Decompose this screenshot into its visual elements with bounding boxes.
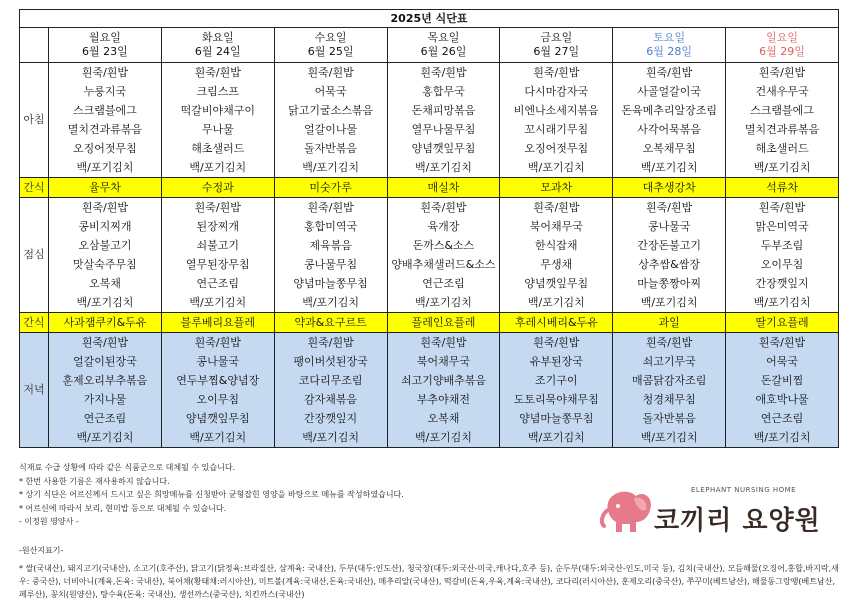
menu-item: 북어채무국 bbox=[529, 220, 583, 233]
day-date: 6월 27일 bbox=[533, 45, 580, 58]
menu-item: 조기구이 bbox=[535, 374, 578, 387]
snack-item: 블루베리요플레 bbox=[161, 313, 274, 333]
snack-item: 모과차 bbox=[500, 178, 613, 198]
menu-item: 연근조림 bbox=[196, 277, 240, 290]
day-date: 6월 29일 bbox=[759, 45, 805, 58]
menu-item: 연근조림 bbox=[422, 277, 465, 290]
menu-item: 백/포기김치 bbox=[415, 161, 472, 174]
menu-item: 쇠고기양배추볶음 bbox=[400, 374, 486, 387]
menu-item: 어묵국 bbox=[766, 355, 798, 368]
breakfast-cell bbox=[387, 63, 500, 178]
menu-item: 돌자반볶음 bbox=[304, 142, 358, 155]
menu-item: 열무나물무침 bbox=[411, 123, 476, 136]
menu-item: 흰죽/흰밥 bbox=[81, 201, 129, 214]
menu-item: 사골얼갈이국 bbox=[637, 85, 702, 98]
menu-item: 떡갈비야채구이 bbox=[180, 104, 255, 117]
snack-item: 미숫가루 bbox=[274, 178, 387, 198]
day-name: 화요일 bbox=[201, 31, 234, 44]
menu-item: 해초샐러드 bbox=[191, 142, 245, 155]
menu-item: 감자채볶음 bbox=[304, 393, 358, 406]
menu-item: 제육볶음 bbox=[309, 239, 352, 252]
menu-item: 매콤닭감자조림 bbox=[631, 374, 707, 387]
lunch-cell bbox=[274, 198, 387, 313]
menu-item: 흰죽/흰밥 bbox=[533, 201, 580, 214]
meal-label-snack-morning: 간식 bbox=[20, 178, 49, 198]
menu-item: 흰죽/흰밥 bbox=[533, 336, 580, 349]
snack-item: 수정과 bbox=[161, 178, 274, 198]
note-line: * 어르신에 따라서 보리, 현미밥 등으로 대체될 수 있습니다. bbox=[19, 503, 227, 513]
snack-item: 과일 bbox=[613, 313, 726, 333]
dinner-cell bbox=[726, 333, 839, 448]
menu-item: 육개장 bbox=[427, 220, 460, 233]
menu-item: 돈육메추리알장조림 bbox=[621, 104, 717, 117]
snack-item: 후레시베리&두유 bbox=[500, 313, 613, 333]
menu-item: 오복채 bbox=[88, 277, 121, 290]
snack-item: 대추생강차 bbox=[613, 178, 726, 198]
menu-item: 상추쌈&쌈장 bbox=[638, 258, 700, 271]
meal-label-lunch: 점심 bbox=[20, 198, 49, 313]
menu-item: 백/포기김치 bbox=[753, 296, 811, 309]
menu-item: 연근조림 bbox=[760, 412, 804, 425]
menu-item: 돈갈비찜 bbox=[760, 374, 804, 387]
breakfast-cell bbox=[613, 63, 726, 178]
menu-item: 오이무침 bbox=[760, 258, 804, 271]
dinner-cell bbox=[274, 333, 387, 448]
origin-text: * 쌀(국내산), 돼지고기(국내산), 소고기(호주산), 닭고기(닭정육:브라질산, 삼계육: 국내산), 두부(대두:인도산), 청국장(대두:외국산-미국,캐나다,호주 등), 순두부(대두:외국산-인도,미국 등), 김치(국내산), 모듬해물(오징어,홍합,바지락,새우: 중국산), 너비아니(계육,돈육: 국내산), 북어채(황태채:러시아산), 미트볼(계육:국내산,돈육:국내산), 메추리알(국내산), 떡갈비(돈육,우육,계육:국내산), 코다리(러시아산), 훈제오리(중국산), 쭈꾸미(베트남산), 해물동그랑땡(베트남산,페루산), 꽁치(원양산), 탕수육(돈육: 국내산), 생선까스(중국산), 치킨까스(국내산) bbox=[19, 564, 839, 599]
menu-item: 다시마감자국 bbox=[524, 85, 589, 98]
menu-item: 흰죽/흰밥 bbox=[81, 66, 129, 79]
menu-item: 부추야채전 bbox=[416, 393, 471, 406]
day-header-7 bbox=[726, 28, 839, 63]
menu-item: 애호박나물 bbox=[755, 393, 809, 406]
breakfast-cell bbox=[500, 63, 613, 178]
origin-title: -원산지표기- bbox=[19, 546, 64, 555]
menu-item: 백/포기김치 bbox=[415, 431, 472, 444]
menu-item: 홍합미역국 bbox=[304, 220, 358, 233]
menu-item: 오복채 bbox=[427, 412, 460, 425]
day-name: 수요일 bbox=[314, 31, 347, 44]
menu-item: 연두부찜&양념장 bbox=[176, 374, 260, 387]
menu-item: 쇠불고기 bbox=[196, 239, 240, 252]
meal-label-snack-afternoon: 간식 bbox=[20, 313, 49, 333]
menu-item: 스크램블에그 bbox=[750, 104, 814, 117]
day-header-5 bbox=[500, 28, 613, 63]
menu-item: 콩나물국 bbox=[647, 220, 691, 233]
menu-item: 오삼불고기 bbox=[78, 239, 132, 252]
menu-item: 두부조림 bbox=[760, 239, 804, 252]
menu-item: 쇠고기무국 bbox=[642, 355, 696, 368]
lunch-cell bbox=[161, 198, 274, 313]
menu-item: 한식잡채 bbox=[535, 239, 578, 252]
menu-item: 간장돈불고기 bbox=[637, 239, 702, 252]
menu-item: 간장깻잎지 bbox=[304, 412, 358, 425]
menu-item: 된장찌개 bbox=[196, 220, 240, 233]
menu-item: 콩나물무침 bbox=[304, 258, 358, 271]
lunch-cell bbox=[49, 198, 162, 313]
lunch-cell bbox=[500, 198, 613, 313]
menu-item: 닭고기굴소스볶음 bbox=[288, 104, 374, 117]
menu-item: 양념마늘쫑무침 bbox=[519, 412, 594, 425]
menu-item: 북어채무국 bbox=[416, 355, 471, 368]
menu-item: 양념깻잎무침 bbox=[185, 412, 250, 425]
day-header-6 bbox=[613, 28, 726, 63]
menu-item: 맛살숙주무침 bbox=[73, 258, 137, 271]
day-date: 6월 25일 bbox=[307, 45, 354, 58]
breakfast-cell bbox=[161, 63, 274, 178]
menu-item: 백/포기김치 bbox=[189, 431, 247, 444]
menu-item: 스크램블에그 bbox=[73, 104, 137, 117]
menu-item: 건새우무국 bbox=[755, 85, 809, 98]
logo-english-text: ELEPHANT NURSING HOME bbox=[691, 486, 797, 494]
menu-item: 흰죽/흰밥 bbox=[758, 201, 806, 214]
dinner-cell bbox=[613, 333, 726, 448]
note-line: - 이정원 영양사 - bbox=[19, 517, 79, 526]
snack-item: 율무차 bbox=[49, 178, 162, 198]
note-line: * 상기 식단은 어르신께서 드시고 싶은 희망메뉴를 신청받아 균형잡힌 영양을 바탕으로 메뉴를 작성하였습니다. bbox=[19, 490, 404, 499]
menu-item: 백/포기김치 bbox=[753, 431, 811, 444]
menu-item: 얼갈이나물 bbox=[304, 123, 358, 136]
menu-item: 백/포기김치 bbox=[640, 161, 698, 174]
menu-item: 오징어젓무침 bbox=[524, 142, 589, 155]
menu-item: 흰죽/흰밥 bbox=[307, 201, 354, 214]
menu-item: 백/포기김치 bbox=[189, 296, 247, 309]
menu-item: 백/포기김치 bbox=[302, 296, 360, 309]
menu-item: 사각어묵볶음 bbox=[637, 123, 702, 136]
day-header-1 bbox=[49, 28, 162, 63]
day-name: 월요일 bbox=[88, 31, 121, 44]
menu-item: 코다리무조림 bbox=[298, 374, 363, 387]
day-date: 6월 28일 bbox=[646, 45, 693, 58]
day-header-3 bbox=[274, 28, 387, 63]
menu-item: 돈까스&소스 bbox=[412, 239, 475, 252]
menu-item: 누룽지국 bbox=[83, 85, 127, 98]
dinner-cell bbox=[161, 333, 274, 448]
menu-item: 흰죽/흰밥 bbox=[307, 66, 354, 79]
menu-item: 도토리묵야채무침 bbox=[513, 393, 599, 406]
lunch-cell bbox=[613, 198, 726, 313]
breakfast-cell bbox=[274, 63, 387, 178]
snack-item: 딸기요플레 bbox=[726, 313, 839, 333]
dinner-cell bbox=[387, 333, 500, 448]
dinner-cell bbox=[500, 333, 613, 448]
menu-item: 양념깻잎무침 bbox=[524, 277, 589, 290]
snack-item: 사과잼쿠키&두유 bbox=[49, 313, 162, 333]
menu-item: 무생채 bbox=[540, 258, 573, 271]
menu-item: 흰죽/흰밥 bbox=[646, 66, 693, 79]
menu-item: 돈채피망볶음 bbox=[411, 104, 476, 117]
note-line: * 한번 사용한 기름은 재사용하지 않습니다. bbox=[19, 476, 170, 486]
menu-item: 연근조림 bbox=[83, 412, 127, 425]
menu-item: 백/포기김치 bbox=[76, 161, 134, 174]
nursing-home-logo bbox=[596, 480, 844, 538]
menu-item: 해초샐러드 bbox=[755, 142, 809, 155]
menu-item: 돌자반볶음 bbox=[642, 412, 696, 425]
menu-item: 백/포기김치 bbox=[76, 431, 134, 444]
menu-item: 콩비지찌개 bbox=[78, 220, 132, 233]
menu-item: 백/포기김치 bbox=[527, 296, 585, 309]
menu-item: 간장깻잎지 bbox=[755, 277, 809, 290]
menu-item: 열무된장무침 bbox=[185, 258, 250, 271]
logo-korean-text: 코끼리 요양원 bbox=[654, 506, 821, 536]
menu-item: 흰죽/흰밥 bbox=[533, 66, 580, 79]
snack-item: 매실차 bbox=[387, 178, 500, 198]
menu-item: 꼬시래기무침 bbox=[524, 123, 589, 136]
menu-item: 콩나물국 bbox=[196, 355, 240, 368]
menu-item: 맑은미역국 bbox=[755, 220, 809, 233]
menu-item: 오징어젓무침 bbox=[73, 142, 137, 155]
menu-item: 오복채무침 bbox=[642, 142, 696, 155]
menu-item: 오이무침 bbox=[196, 393, 240, 406]
menu-item: 가지나물 bbox=[83, 393, 127, 406]
day-name: 금요일 bbox=[540, 31, 573, 44]
menu-item: 흰죽/흰밥 bbox=[81, 336, 129, 349]
day-header-2 bbox=[161, 28, 274, 63]
day-date: 6월 23일 bbox=[82, 45, 128, 58]
weekly-menu-table bbox=[19, 9, 839, 448]
menu-item: 백/포기김치 bbox=[527, 431, 585, 444]
breakfast-cell bbox=[726, 63, 839, 178]
menu-item: 백/포기김치 bbox=[76, 296, 134, 309]
menu-item: 양념마늘쫑무침 bbox=[293, 277, 368, 290]
lunch-cell bbox=[387, 198, 500, 313]
menu-item: 흰죽/흰밥 bbox=[646, 336, 693, 349]
page-title: 2025년 식단표 bbox=[20, 10, 839, 28]
menu-item: 무나물 bbox=[201, 123, 234, 136]
menu-item: 홍합무국 bbox=[422, 85, 465, 98]
menu-item: 흰죽/흰밥 bbox=[420, 201, 467, 214]
meal-label-breakfast: 아침 bbox=[20, 63, 49, 178]
menu-item: 흰죽/흰밥 bbox=[307, 336, 354, 349]
menu-item: 흰죽/흰밥 bbox=[758, 66, 806, 79]
day-date: 6월 24일 bbox=[194, 45, 241, 58]
menu-item: 팽이버섯된장국 bbox=[293, 355, 368, 368]
menu-item: 백/포기김치 bbox=[302, 431, 360, 444]
menu-item: 백/포기김치 bbox=[302, 161, 360, 174]
day-header-4 bbox=[387, 28, 500, 63]
breakfast-cell bbox=[49, 63, 162, 178]
menu-item: 얼갈이된장국 bbox=[73, 355, 137, 368]
menu-item: 양배추채샐러드&소스 bbox=[391, 258, 496, 271]
snack-item: 석류차 bbox=[726, 178, 839, 198]
corner-cell bbox=[20, 28, 49, 63]
day-name: 토요일 bbox=[653, 31, 686, 44]
day-name: 일요일 bbox=[766, 31, 798, 44]
menu-item: 백/포기김치 bbox=[640, 431, 698, 444]
menu-item: 크림스프 bbox=[196, 85, 240, 98]
elephant-icon bbox=[596, 480, 658, 538]
menu-item: 유부된장국 bbox=[529, 355, 583, 368]
menu-item: 멸치견과류볶음 bbox=[744, 123, 820, 136]
menu-item: 흰죽/흰밥 bbox=[194, 336, 241, 349]
dinner-cell bbox=[49, 333, 162, 448]
menu-item: 흰죽/흰밥 bbox=[646, 201, 693, 214]
menu-item: 흰죽/흰밥 bbox=[758, 336, 806, 349]
menu-item: 청경채무침 bbox=[642, 393, 696, 406]
menu-item: 백/포기김치 bbox=[415, 296, 472, 309]
menu-item: 백/포기김치 bbox=[753, 161, 811, 174]
menu-item: 흰죽/흰밥 bbox=[194, 201, 241, 214]
lunch-cell bbox=[726, 198, 839, 313]
snack-item: 약과&요구르트 bbox=[274, 313, 387, 333]
menu-item: 백/포기김치 bbox=[640, 296, 698, 309]
menu-item: 양념깻잎무침 bbox=[411, 142, 476, 155]
day-name: 목요일 bbox=[427, 31, 460, 44]
menu-item: 멸치견과류볶음 bbox=[67, 123, 143, 136]
menu-item: 비엔나소세지볶음 bbox=[513, 104, 599, 117]
note-line: 식재료 수급 상황에 따라 같은 식품군으로 대체될 수 있습니다. bbox=[19, 463, 236, 472]
day-date: 6월 26일 bbox=[420, 45, 467, 58]
menu-item: 백/포기김치 bbox=[189, 161, 247, 174]
notes-block bbox=[19, 461, 579, 529]
menu-item: 흰죽/흰밥 bbox=[420, 336, 467, 349]
menu-item: 훈제오리부추볶음 bbox=[62, 374, 148, 387]
menu-item: 어묵국 bbox=[314, 85, 347, 98]
menu-item: 백/포기김치 bbox=[527, 161, 585, 174]
snack-item: 플레인요플레 bbox=[387, 313, 500, 333]
menu-item: 흰죽/흰밥 bbox=[194, 66, 241, 79]
meal-label-dinner: 저녁 bbox=[20, 333, 49, 448]
menu-item: 마늘쫑짱아찌 bbox=[637, 277, 702, 290]
menu-item: 흰죽/흰밥 bbox=[420, 66, 467, 79]
